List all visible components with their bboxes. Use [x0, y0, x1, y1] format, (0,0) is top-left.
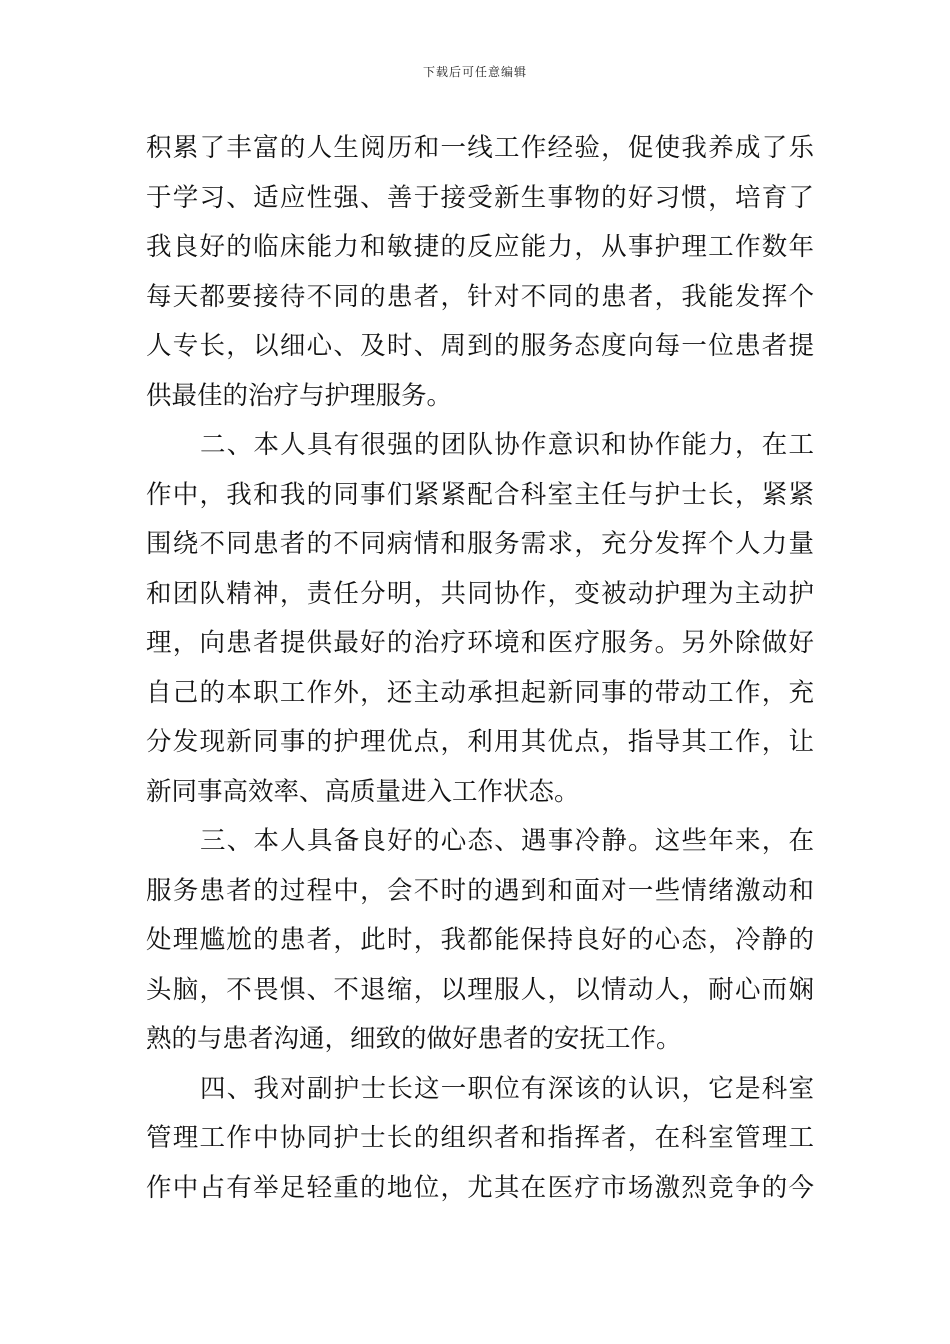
- paragraph-start-line: 二、本人具有很强的团队协作意识和协作能力，在工: [200, 430, 814, 460]
- text-line: 自己的本职工作外，还主动承担起新同事的带动工作，充: [146, 677, 814, 708]
- document-body: [146, 124, 814, 1213]
- text-line: 围绕不同患者的不同病情和服务需求，充分发挥个人力量: [146, 529, 814, 559]
- page-header: 下载后可任意编辑: [422, 65, 527, 79]
- text-line: 头脑，不畏惧、不退缩，以理服人，以情动人，耐心而娴: [146, 974, 814, 1005]
- text-line: 于学习、适应性强、善于接受新生事物的好习惯，培育了: [146, 182, 814, 213]
- text-line: 作中，我和我的同事们紧紧配合科室主任与护士长，紧紧: [146, 479, 814, 510]
- text-line: 每天都要接待不同的患者，针对不同的患者，我能发挥个: [146, 281, 814, 312]
- paragraph-start-line: 三、本人具备良好的心态、遇事冷静。这些年来，在: [200, 826, 814, 856]
- paragraph-start-line: 四、我对副护士长这一职位有深该的认识，它是科室: [200, 1073, 814, 1104]
- text-line: 理，向患者提供最好的治疗环境和医疗服务。另外除做好: [146, 628, 814, 658]
- text-line: 管理工作中协同护士长的组织者和指挥者，在科室管理工: [146, 1123, 814, 1153]
- text-line: 分发现新同事的护理优点，利用其优点，指导其工作，让: [146, 727, 814, 757]
- text-line: 积累了丰富的人生阅历和一线工作经验，促使我养成了乐: [146, 133, 814, 163]
- text-line: 作中占有举足轻重的地位，尤其在医疗市场激烈竞争的今: [146, 1172, 814, 1203]
- text-line: 供最佳的治疗与护理服务。: [146, 380, 453, 411]
- text-line: 服务患者的过程中，会不时的遇到和面对一些情绪激动和: [146, 875, 814, 906]
- text-line: 和团队精神，责任分明，共同协作，变被动护理为主动护: [146, 578, 814, 609]
- text-line: 人专长，以细心、及时、周到的服务态度向每一位患者提: [146, 331, 814, 361]
- text-line: 处理尴尬的患者，此时，我都能保持良好的心态，冷静的: [146, 925, 814, 955]
- text-line: 我良好的临床能力和敏捷的反应能力，从事护理工作数年: [146, 232, 814, 262]
- text-line: 熟的与患者沟通，细致的做好患者的安抚工作。: [146, 1024, 682, 1054]
- text-line: 新同事高效率、高质量进入工作状态。: [146, 776, 580, 807]
